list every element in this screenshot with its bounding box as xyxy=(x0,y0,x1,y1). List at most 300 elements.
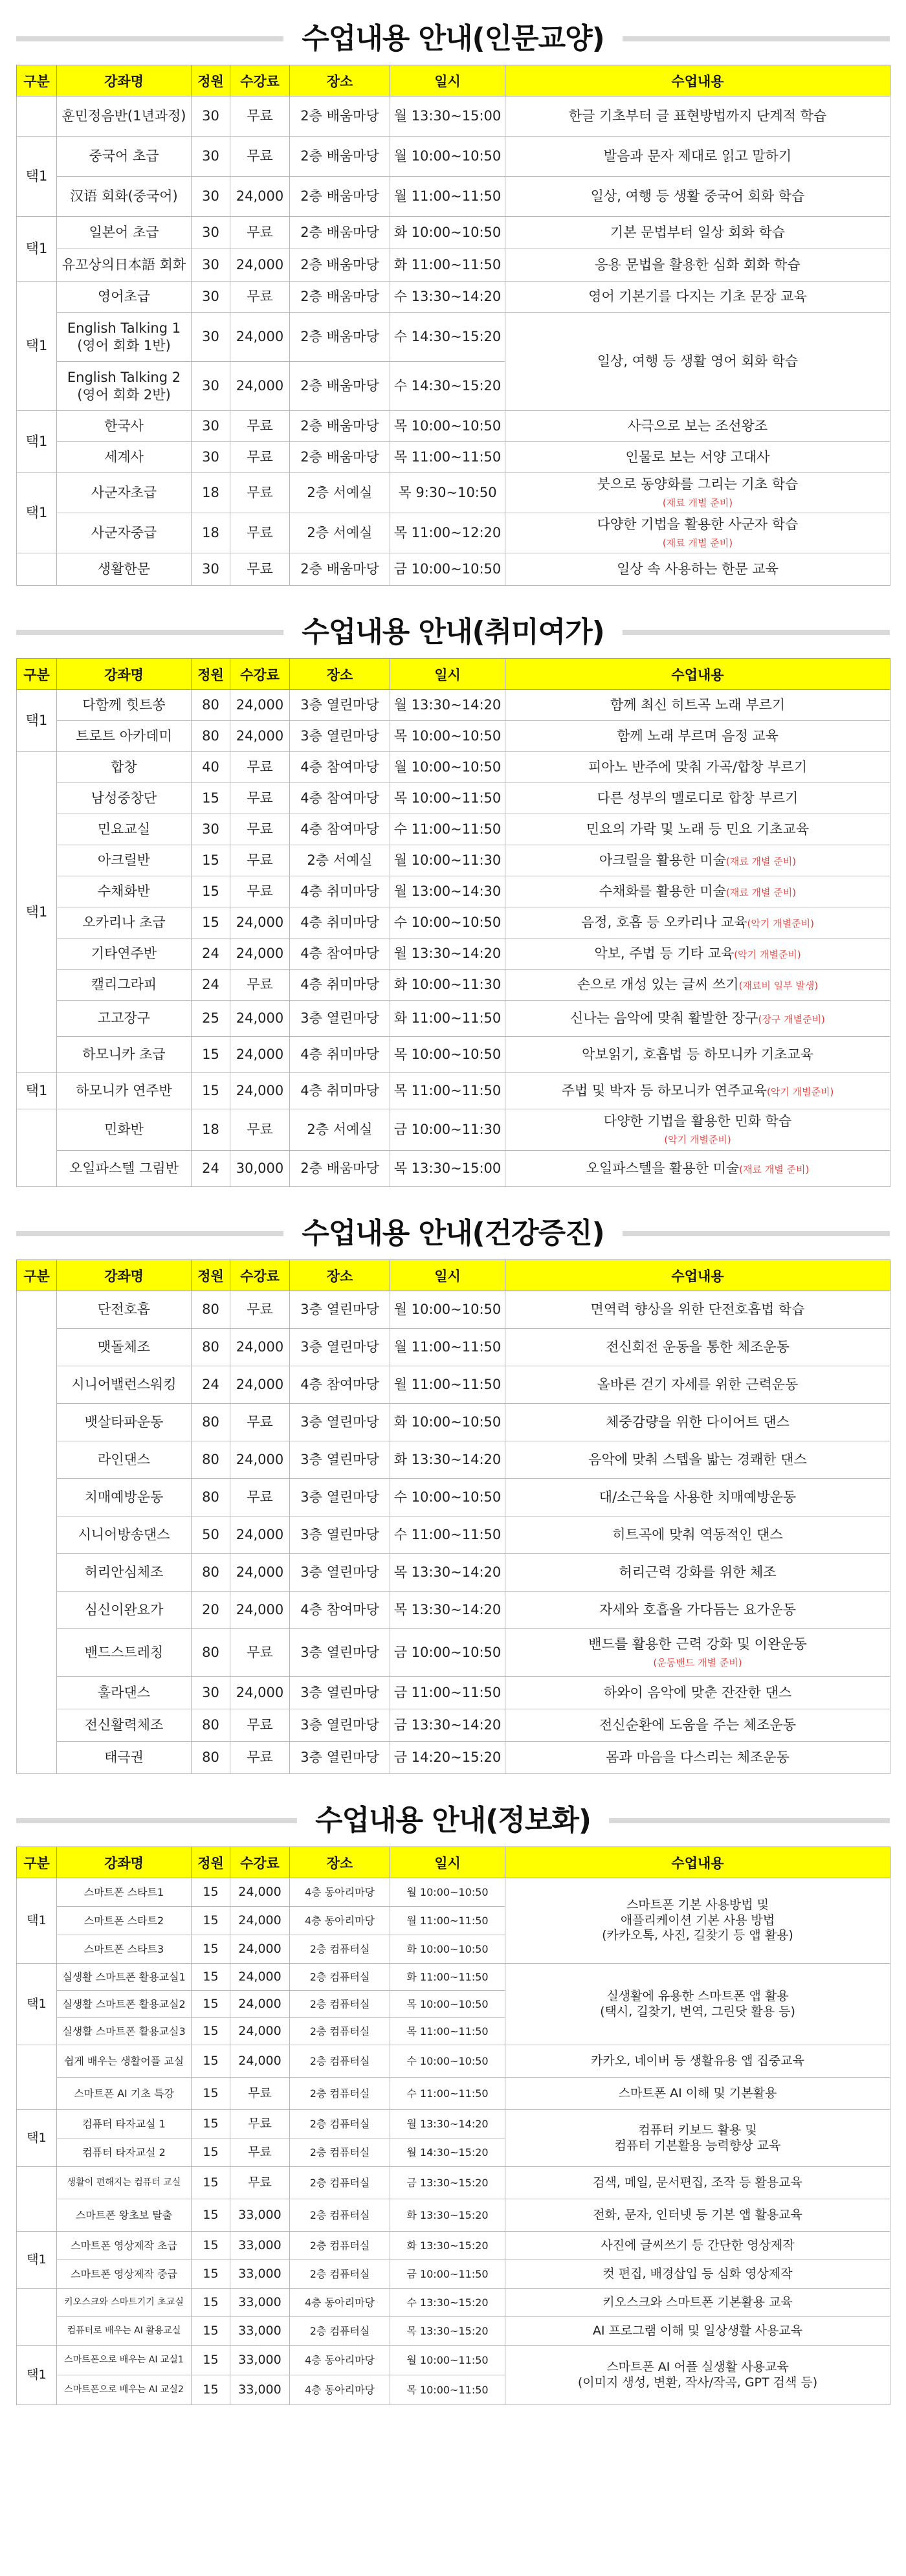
column-header: 수강료 xyxy=(230,1847,290,1878)
course-name: 한국사 xyxy=(57,411,192,442)
capacity: 30 xyxy=(192,362,230,411)
capacity: 15 xyxy=(192,2346,230,2375)
course-name: 중국어 초급 xyxy=(57,137,192,177)
course-description xyxy=(505,1291,890,1329)
fee: 24,000 xyxy=(230,1554,290,1592)
schedule: 월 13:30~14:20 xyxy=(390,2110,505,2138)
section-gap xyxy=(16,1187,890,1195)
schedule: 월 14:30~15:20 xyxy=(390,2138,505,2167)
table-row xyxy=(17,2199,890,2232)
capacity: 30 xyxy=(192,411,230,442)
table-row xyxy=(17,1151,890,1187)
course-table xyxy=(16,658,890,1187)
fee: 33,000 xyxy=(230,2199,290,2232)
course-name: 컴퓨터 타자교실 2 xyxy=(57,2138,192,2167)
location: 2층 배움마당 xyxy=(290,177,390,217)
schedule: 수 11:00~11:50 xyxy=(390,2078,505,2110)
course-description xyxy=(505,553,890,586)
schedule: 화 10:00~11:30 xyxy=(390,970,505,1001)
column-header: 장소 xyxy=(290,1847,390,1878)
location: 2층 서예실 xyxy=(290,845,390,876)
location: 3층 열린마당 xyxy=(290,1629,390,1677)
location: 2층 배움마당 xyxy=(290,411,390,442)
location: 3층 열린마당 xyxy=(290,1742,390,1774)
course-description xyxy=(505,1742,890,1774)
course-name: 밴드스트레칭 xyxy=(57,1629,192,1677)
description-text: 스마트폰 AI 어플 실생활 사용교육 (이미지 생성, 변환, 작사/작곡, GPT 검색 등) xyxy=(577,2359,818,2390)
capacity: 25 xyxy=(192,1001,230,1037)
location: 2층 컴퓨터실 xyxy=(290,2260,390,2289)
fee: 무료 xyxy=(230,473,290,513)
section-header xyxy=(16,1782,890,1847)
fee: 무료 xyxy=(230,970,290,1001)
description-text: 악보, 주법 등 기타 교육 xyxy=(594,946,735,962)
description-text: 한글 기초부터 글 표현방법까지 단계적 학습 xyxy=(568,108,827,124)
course-description xyxy=(505,2078,890,2110)
capacity: 15 xyxy=(192,1991,230,2018)
fee: 24,000 xyxy=(230,1329,290,1366)
course-description xyxy=(505,2232,890,2260)
course-description xyxy=(505,137,890,177)
table-row xyxy=(17,2232,890,2260)
course-description xyxy=(505,1709,890,1742)
course-description xyxy=(505,876,890,907)
schedule: 수 11:00~11:50 xyxy=(390,814,505,845)
group-cell xyxy=(17,1109,57,1187)
description-text: 스마트폰 기본 사용방법 및 애플리케이션 기본 사용 방법 (카카오톡, 사진, 길찾기 등 앱 활용) xyxy=(602,1897,793,1943)
course-description xyxy=(505,1073,890,1109)
fee: 24,000 xyxy=(230,1516,290,1554)
column-header: 수업내용 xyxy=(505,65,890,96)
table-row xyxy=(17,1441,890,1479)
section-title: 수업내용 안내(취미여가) xyxy=(283,616,623,649)
column-header: 구분 xyxy=(17,65,57,96)
fee: 무료 xyxy=(230,1479,290,1516)
table-row xyxy=(17,876,890,907)
description-text: 응용 문법을 활용한 심화 회화 학습 xyxy=(595,257,801,273)
group-cell xyxy=(17,2167,57,2232)
capacity: 30 xyxy=(192,96,230,137)
schedule: 수 11:00~11:50 xyxy=(390,1516,505,1554)
description-text: 아크릴을 활용한 미술 xyxy=(599,852,726,869)
capacity: 15 xyxy=(192,2375,230,2405)
course-name: 단전호흡 xyxy=(57,1291,192,1329)
table-row xyxy=(17,970,890,1001)
capacity: 15 xyxy=(192,2167,230,2199)
group-cell: 택1 xyxy=(17,473,57,553)
fee: 24,000 xyxy=(230,1964,290,1991)
capacity: 30 xyxy=(192,249,230,282)
column-header: 구분 xyxy=(17,1260,57,1291)
schedule: 월 13:30~14:20 xyxy=(390,938,505,970)
description-text: 악보읽기, 호흡법 등 하모니카 기초교육 xyxy=(582,1047,813,1063)
course-description xyxy=(505,1629,890,1677)
schedule: 화 11:00~11:50 xyxy=(390,1001,505,1037)
group-cell xyxy=(17,2289,57,2346)
course-description xyxy=(505,814,890,845)
course-table xyxy=(16,65,890,586)
group-cell: 택1 xyxy=(17,1878,57,1964)
course-description xyxy=(505,970,890,1001)
capacity: 80 xyxy=(192,721,230,752)
course-table xyxy=(16,1260,890,1774)
capacity: 15 xyxy=(192,1935,230,1964)
location: 2층 배움마당 xyxy=(290,313,390,362)
description-text: 하와이 음악에 맞춘 잔잔한 댄스 xyxy=(603,1685,792,1701)
capacity: 15 xyxy=(192,783,230,814)
description-text: AI 프로그램 이해 및 일상생활 사용교육 xyxy=(592,2323,803,2338)
course-name: 쉽게 배우는 생활어플 교실 xyxy=(57,2045,192,2078)
group-cell: 택1 xyxy=(17,2346,57,2405)
course-name: 맷돌체조 xyxy=(57,1329,192,1366)
location: 2층 컴퓨터실 xyxy=(290,2110,390,2138)
course-name: 트로트 아카데미 xyxy=(57,721,192,752)
location: 4층 참여마당 xyxy=(290,783,390,814)
course-name: 스마트폰 스타트3 xyxy=(57,1935,192,1964)
description-text: 다양한 기법을 활용한 사군자 학습 xyxy=(597,516,799,533)
location: 3층 열린마당 xyxy=(290,690,390,721)
course-name: 심신이완요가 xyxy=(57,1592,192,1629)
description-text: 스마트폰 AI 이해 및 기본활용 xyxy=(618,2085,777,2100)
fee: 무료 xyxy=(230,513,290,553)
location: 3층 열린마당 xyxy=(290,1291,390,1329)
schedule: 수 10:00~10:50 xyxy=(390,2045,505,2078)
group-cell xyxy=(17,553,57,586)
table-row xyxy=(17,1037,890,1073)
material-note: (장구 개별준비) xyxy=(758,1014,825,1026)
description-text: 음정, 호흡 등 오카리나 교육 xyxy=(581,915,747,931)
course-description xyxy=(505,721,890,752)
location: 2층 컴퓨터실 xyxy=(290,2317,390,2346)
schedule: 목 13:30~14:20 xyxy=(390,1554,505,1592)
schedule: 금 10:00~11:50 xyxy=(390,2260,505,2289)
location: 2층 배움마당 xyxy=(290,553,390,586)
table-row xyxy=(17,845,890,876)
course-description xyxy=(505,1037,890,1073)
column-header: 강좌명 xyxy=(57,659,192,690)
table-row xyxy=(17,473,890,513)
table-row xyxy=(17,721,890,752)
fee: 24,000 xyxy=(230,177,290,217)
course-description xyxy=(505,2110,890,2167)
schedule: 금 13:30~15:20 xyxy=(390,2167,505,2199)
course-name: 사군자중급 xyxy=(57,513,192,553)
fee: 24,000 xyxy=(230,1001,290,1037)
fee: 24,000 xyxy=(230,938,290,970)
course-description xyxy=(505,411,890,442)
schedule: 월 10:00~10:50 xyxy=(390,752,505,783)
course-name: 영어초급 xyxy=(57,282,192,313)
fee: 24,000 xyxy=(230,1991,290,2018)
description-text: 일상, 여행 등 생활 영어 회화 학습 xyxy=(597,353,799,370)
course-name: 汉语 회화(중국어) xyxy=(57,177,192,217)
location: 2층 배움마당 xyxy=(290,137,390,177)
course-name: 허리안심체조 xyxy=(57,1554,192,1592)
course-description xyxy=(505,1329,890,1366)
schedule: 월 10:00~10:50 xyxy=(390,137,505,177)
location: 4층 참여마당 xyxy=(290,752,390,783)
course-description xyxy=(505,1516,890,1554)
course-name: 합창 xyxy=(57,752,192,783)
description-text: 영어 기본기를 다지는 기초 문장 교육 xyxy=(588,289,807,305)
section-gap xyxy=(16,2405,890,2413)
description-text: 일상 속 사용하는 한문 교육 xyxy=(617,561,779,577)
description-text: 신나는 음악에 맞춰 활발한 장구 xyxy=(570,1010,758,1027)
course-description xyxy=(505,1964,890,2045)
capacity: 15 xyxy=(192,876,230,907)
capacity: 80 xyxy=(192,690,230,721)
location: 2층 컴퓨터실 xyxy=(290,2018,390,2045)
fee: 24,000 xyxy=(230,907,290,938)
table-row xyxy=(17,2317,890,2346)
schedule: 화 13:30~15:20 xyxy=(390,2232,505,2260)
schedule: 화 13:30~15:20 xyxy=(390,2199,505,2232)
capacity: 15 xyxy=(192,2078,230,2110)
column-header: 수강료 xyxy=(230,659,290,690)
group-cell: 택1 xyxy=(17,411,57,473)
course-name: 남성중창단 xyxy=(57,783,192,814)
course-name: 스마트폰으로 배우는 AI 교실1 xyxy=(57,2346,192,2375)
location: 4층 동아리마당 xyxy=(290,1878,390,1907)
fee: 33,000 xyxy=(230,2289,290,2317)
description-text: 컷 편집, 배경삽입 등 심화 영상제작 xyxy=(602,2266,793,2281)
capacity: 80 xyxy=(192,1291,230,1329)
course-name: English Talking 1 (영어 회화 1반) xyxy=(57,313,192,362)
schedule: 목 9:30~10:50 xyxy=(390,473,505,513)
header-row xyxy=(17,1260,890,1291)
schedule: 목 11:00~11:50 xyxy=(390,1073,505,1109)
column-header: 구분 xyxy=(17,1847,57,1878)
section-title: 수업내용 안내(정보화) xyxy=(297,1804,609,1838)
course-name: 아크릴반 xyxy=(57,845,192,876)
fee: 무료 xyxy=(230,1742,290,1774)
table-row xyxy=(17,1742,890,1774)
schedule: 금 10:00~10:50 xyxy=(390,1629,505,1677)
material-note: (재료 개별 준비) xyxy=(739,1164,810,1176)
fee: 33,000 xyxy=(230,2260,290,2289)
location: 2층 배움마당 xyxy=(290,96,390,137)
location: 4층 참여마당 xyxy=(290,814,390,845)
course-description xyxy=(505,938,890,970)
course-name: 스마트폰 스타트2 xyxy=(57,1907,192,1935)
capacity: 30 xyxy=(192,814,230,845)
fee: 무료 xyxy=(230,1629,290,1677)
table-row xyxy=(17,249,890,282)
table-row xyxy=(17,2260,890,2289)
schedule: 금 11:00~11:50 xyxy=(390,1677,505,1709)
fee: 24,000 xyxy=(230,313,290,362)
course-description xyxy=(505,473,890,513)
location: 2층 컴퓨터실 xyxy=(290,2232,390,2260)
course-name: 스마트폰 AI 기초 특강 xyxy=(57,2078,192,2110)
description-text: 민요의 가락 및 노래 등 민요 기초교육 xyxy=(586,821,810,838)
location: 2층 배움마당 xyxy=(290,249,390,282)
table-row xyxy=(17,282,890,313)
course-description xyxy=(505,690,890,721)
fee: 무료 xyxy=(230,553,290,586)
fee: 무료 xyxy=(230,1404,290,1441)
course-name: 생활한문 xyxy=(57,553,192,586)
fee: 무료 xyxy=(230,411,290,442)
location: 4층 취미마당 xyxy=(290,1037,390,1073)
table-row xyxy=(17,1109,890,1151)
description-text: 기본 문법부터 일상 회화 학습 xyxy=(610,225,786,241)
fee: 무료 xyxy=(230,1109,290,1151)
location: 2층 컴퓨터실 xyxy=(290,1991,390,2018)
description-text: 올바른 걷기 자세를 위한 근력운동 xyxy=(597,1377,799,1393)
fee: 24,000 xyxy=(230,1592,290,1629)
schedule: 목 10:00~11:50 xyxy=(390,783,505,814)
fee: 무료 xyxy=(230,442,290,473)
table-row xyxy=(17,1629,890,1677)
column-header: 수업내용 xyxy=(505,1260,890,1291)
table-row xyxy=(17,1878,890,1907)
fee: 24,000 xyxy=(230,690,290,721)
course-name: 사군자초급 xyxy=(57,473,192,513)
group-cell xyxy=(17,96,57,137)
column-header: 수강료 xyxy=(230,65,290,96)
table-row xyxy=(17,814,890,845)
capacity: 24 xyxy=(192,1366,230,1404)
capacity: 15 xyxy=(192,2260,230,2289)
description-text: 대/소근육을 사용한 치매예방운동 xyxy=(599,1489,797,1505)
capacity: 80 xyxy=(192,1554,230,1592)
table-row xyxy=(17,938,890,970)
course-description xyxy=(505,282,890,313)
description-text: 함께 노래 부르며 음정 교육 xyxy=(617,728,779,744)
capacity: 15 xyxy=(192,2045,230,2078)
capacity: 15 xyxy=(192,1964,230,1991)
description-text: 실생활에 유용한 스마트폰 앱 활용 (택시, 길찾기, 번역, 그린닷 활용 등) xyxy=(600,1988,795,2019)
schedule: 수 14:30~15:20 xyxy=(390,362,505,411)
fee: 33,000 xyxy=(230,2317,290,2346)
schedule: 월 10:00~10:50 xyxy=(390,1291,505,1329)
table-row xyxy=(17,1329,890,1366)
capacity: 15 xyxy=(192,1037,230,1073)
fee: 무료 xyxy=(230,814,290,845)
schedule: 금 10:00~11:30 xyxy=(390,1109,505,1151)
capacity: 80 xyxy=(192,1742,230,1774)
capacity: 80 xyxy=(192,1441,230,1479)
schedule: 목 11:00~11:50 xyxy=(390,442,505,473)
group-cell xyxy=(17,1291,57,1774)
section-gap xyxy=(16,1774,890,1782)
course-description xyxy=(505,1677,890,1709)
fee: 24,000 xyxy=(230,1907,290,1935)
location: 2층 컴퓨터실 xyxy=(290,2078,390,2110)
capacity: 30 xyxy=(192,177,230,217)
fee: 24,000 xyxy=(230,1878,290,1907)
column-header: 일시 xyxy=(390,65,505,96)
fee: 24,000 xyxy=(230,721,290,752)
capacity: 24 xyxy=(192,970,230,1001)
course-name: 유꼬상의日本語 회화 xyxy=(57,249,192,282)
fee: 무료 xyxy=(230,217,290,249)
location: 3층 열린마당 xyxy=(290,1516,390,1554)
capacity: 15 xyxy=(192,2289,230,2317)
schedule: 목 10:00~10:50 xyxy=(390,411,505,442)
material-note: (악기 개별준비) xyxy=(734,949,801,961)
material-note: (재료 개별 준비) xyxy=(725,856,797,868)
course-table xyxy=(16,1847,890,2405)
course-name: 컴퓨터로 배우는 AI 활용교실 xyxy=(57,2317,192,2346)
group-cell: 택1 xyxy=(17,2232,57,2289)
column-header: 강좌명 xyxy=(57,1847,192,1878)
section-header xyxy=(16,1195,890,1260)
course-name: 시니어밸런스워킹 xyxy=(57,1366,192,1404)
course-name: 스마트폰 스타트1 xyxy=(57,1878,192,1907)
header-row xyxy=(17,65,890,96)
section-title: 수업내용 안내(인문교양) xyxy=(283,22,623,56)
table-row xyxy=(17,1073,890,1109)
location: 4층 동아리마당 xyxy=(290,1907,390,1935)
location: 2층 컴퓨터실 xyxy=(290,1964,390,1991)
schedule: 화 10:00~10:50 xyxy=(390,217,505,249)
fee: 무료 xyxy=(230,876,290,907)
course-name: 일본어 초급 xyxy=(57,217,192,249)
table-row xyxy=(17,1479,890,1516)
schedule: 월 13:30~14:20 xyxy=(390,690,505,721)
fee: 무료 xyxy=(230,96,290,137)
column-header: 일시 xyxy=(390,1260,505,1291)
course-name: 민요교실 xyxy=(57,814,192,845)
table-row xyxy=(17,442,890,473)
capacity: 15 xyxy=(192,2018,230,2045)
location: 3층 열린마당 xyxy=(290,1329,390,1366)
fee: 무료 xyxy=(230,752,290,783)
description-text: 밴드를 활용한 근력 강화 및 이완운동 xyxy=(588,1636,807,1652)
course-description xyxy=(505,2289,890,2317)
fee: 무료 xyxy=(230,282,290,313)
schedule: 화 10:00~10:50 xyxy=(390,1935,505,1964)
capacity: 18 xyxy=(192,1109,230,1151)
location: 3층 열린마당 xyxy=(290,1441,390,1479)
table-row xyxy=(17,1677,890,1709)
location: 3층 열린마당 xyxy=(290,1709,390,1742)
schedule: 수 10:00~10:50 xyxy=(390,1479,505,1516)
course-name: 시니어방송댄스 xyxy=(57,1516,192,1554)
location: 2층 배움마당 xyxy=(290,282,390,313)
schedule: 목 13:30~15:00 xyxy=(390,1151,505,1187)
table-row xyxy=(17,1366,890,1404)
schedule: 월 11:00~11:50 xyxy=(390,1907,505,1935)
fee: 무료 xyxy=(230,137,290,177)
fee: 무료 xyxy=(230,1291,290,1329)
location: 4층 참여마당 xyxy=(290,938,390,970)
schedule: 월 11:00~11:50 xyxy=(390,177,505,217)
course-description xyxy=(505,313,890,411)
description-text: 허리근력 강화를 위한 체조 xyxy=(619,1564,777,1581)
description-text: 자세와 호흡을 가다듬는 요가운동 xyxy=(599,1602,797,1618)
column-header: 강좌명 xyxy=(57,1260,192,1291)
course-description xyxy=(505,217,890,249)
group-cell: 택1 xyxy=(17,1073,57,1109)
description-text: 카카오, 네이버 등 생활유용 앱 집중교육 xyxy=(591,2053,804,2068)
description-text: 사극으로 보는 조선왕조 xyxy=(627,418,768,434)
capacity: 24 xyxy=(192,1151,230,1187)
location: 4층 동아리마당 xyxy=(290,2375,390,2405)
course-name: 훈민정음반(1년과정) xyxy=(57,96,192,137)
course-description xyxy=(505,249,890,282)
schedule: 화 11:00~11:50 xyxy=(390,1964,505,1991)
capacity: 15 xyxy=(192,1073,230,1109)
course-description xyxy=(505,1109,890,1151)
table-row xyxy=(17,513,890,553)
schedule: 금 10:00~10:50 xyxy=(390,553,505,586)
column-header: 수업내용 xyxy=(505,659,890,690)
course-description xyxy=(505,177,890,217)
location: 2층 컴퓨터실 xyxy=(290,2138,390,2167)
